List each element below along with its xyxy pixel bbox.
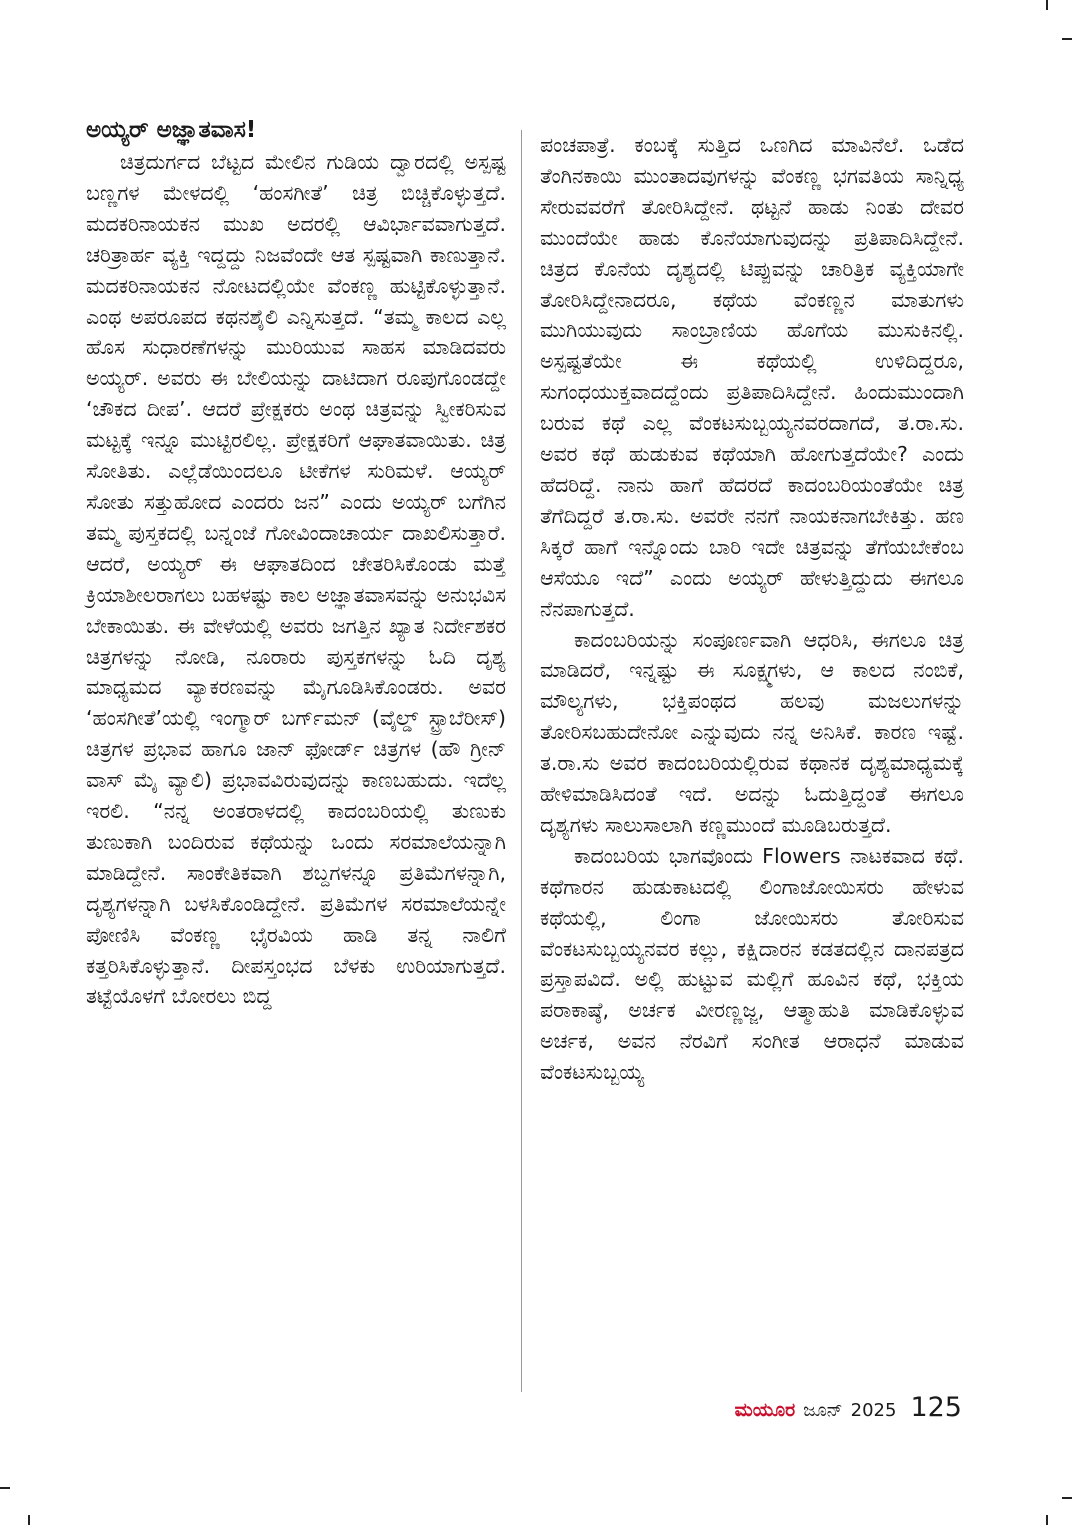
article-column-right: [540, 130, 964, 1088]
crop-mark-right-lower: [1062, 1497, 1072, 1499]
crop-mark-bottom-left: [28, 1515, 30, 1525]
article-heading: ಅಯ್ಯರ್ ಅಜ್ಞಾತವಾಸ!: [86, 117, 257, 143]
page-number: 125: [910, 1392, 962, 1423]
issue-year: 2025: [850, 1400, 897, 1421]
crop-mark-top-right: [1046, 0, 1048, 10]
page-footer: [735, 1392, 962, 1432]
crop-mark-left-lower: [0, 1487, 10, 1489]
column-divider: [521, 130, 522, 1392]
magazine-logo: ಮಯೂರ: [734, 1399, 796, 1421]
article-column-left: [86, 113, 506, 1012]
crop-mark-right-upper: [1062, 38, 1072, 40]
article-paragraph: ಪಂಚಪಾತ್ರೆ. ಕಂಬಕ್ಕೆ ಸುತ್ತಿದ ಒಣಗಿದ ಮಾವಿನೆಲೆ. ಒಡೆದ ತೆಂಗಿನಕಾಯಿ ಮುಂತಾದವುಗಳನ್ನು ವೆಂಕಣ್ಣ ಭಗವತಿಯ ಸಾನ್ನಿಧ್ಯ ಸೇರುವವರೆಗೆ ತೋರಿಸಿದ್ದೇನೆ. ಥಟ್ಟನೆ ಹಾಡು ನಿಂತು ದೇವರ ಮುಂದೆಯೇ ಹಾಡು ಕೊನೆಯಾಗುವುದನ್ನು ಪ್ರತಿಪಾದಿಸಿದ್ದೇನೆ. ಚಿತ್ರದ ಕೊನೆಯ ದೃಶ್ಯದಲ್ಲಿ ಟಿಪ್ಪುವನ್ನು ಚಾರಿತ್ರಿಕ ವ್ಯಕ್ತಿಯಾಗೇ ತೋರಿಸಿದ್ದೇನಾದರೂ, ಕಥೆಯ ವೆಂಕಣ್ಣನ ಮಾತುಗಳು ಮುಗಿಯುವುದು ಸಾಂಬ್ರಾಣಿಯ ಹೊಗೆಯ ಮುಸುಕಿನಲ್ಲಿ. ಅಸ್ಪಷ್ಟತೆಯೇ ಈ ಕಥೆಯಲ್ಲಿ ಉಳಿದಿದ್ದರೂ, ಸುಗಂಧಯುಕ್ತವಾದದ್ದೆಂದು ಪ್ರತಿಪಾದಿಸಿದ್ದೇನೆ. ಹಿಂದುಮುಂದಾಗಿ ಬರುವ ಕಥೆ ಎಲ್ಲ ವೆಂಕಟಸುಬ್ಬಯ್ಯನವರದಾಗದೆ, ತ.ರಾ.ಸು. ಅವರ ಕಥೆ ಹುಡುಕುವ ಕಥೆಯಾಗಿ ಹೋಗುತ್ತದೆಯೇ? ಎಂದು ಹೆದರಿದ್ದೆ. ನಾನು ಹಾಗೆ ಹೆದರದೆ ಕಾದಂಬರಿಯಂತೆಯೇ ಚಿತ್ರ ತೆಗೆದಿದ್ದರೆ ತ.ರಾ.ಸು. ಅವರೇ ನನಗೆ ನಾಯಕನಾಗಬೇಕಿತ್ತು. ಹಣ ಸಿಕ್ಕರೆ ಹಾಗೆ ಇನ್ನೊಂದು ಬಾರಿ ಇದೇ ಚಿತ್ರವನ್ನು ತೆಗೆಯಬೇಕೆಂಬ ಆಸೆಯೂ ಇದೆ” ಎಂದು ಅಯ್ಯರ್ ಹೇಳುತ್ತಿದ್ದುದು ಈಗಲೂ ನೆನಪಾಗುತ್ತದೆ.: [540, 133, 964, 621]
issue-month: ಜೂನ್: [803, 1400, 843, 1421]
article-paragraph: ಕಾದಂಬರಿಯನ್ನು ಸಂಪೂರ್ಣವಾಗಿ ಆಧರಿಸಿ, ಈಗಲೂ ಚಿತ್ರ ಮಾಡಿದರೆ, ಇನ್ನಷ್ಟು ಈ ಸೂಕ್ಷ್ಮಗಳು, ಆ ಕಾಲದ ನಂಬಿಕೆ, ಮೌಲ್ಯಗಳು, ಭಕ್ತಿಪಂಥದ ಹಲವು ಮಜಲುಗಳನ್ನು ತೋರಿಸಬಹುದೇನೋ ಎನ್ನುವುದು ನನ್ನ ಅನಿಸಿಕೆ. ಕಾರಣ ಇಷ್ಟೆ. ತ.ರಾ.ಸು ಅವರ ಕಾದಂಬರಿಯಲ್ಲಿರುವ ಕಥಾನಕ ದೃಶ್ಯಮಾಧ್ಯಮಕ್ಕೆ ಹೇಳಿಮಾಡಿಸಿದಂತೆ ಇದೆ. ಅದನ್ನು ಓದುತ್ತಿದ್ದಂತೆ ಈಗಲೂ ದೃಶ್ಯಗಳು ಸಾಲುಸಾಲಾಗಿ ಕಣ್ಣಮುಂದೆ ಮೂಡಿಬರುತ್ತದೆ.: [540, 627, 964, 837]
crop-mark-bottom-right: [1046, 1515, 1048, 1525]
article-paragraph: ಚಿತ್ರದುರ್ಗದ ಬೆಟ್ಟದ ಮೇಲಿನ ಗುಡಿಯ ದ್ವಾರದಲ್ಲಿ ಅಸ್ಪಷ್ಟ ಬಣ್ಣಗಳ ಮೇಳದಲ್ಲಿ ‘ಹಂಸಗೀತೆ’ ಚಿತ್ರ ಬಿಚ್ಚಿಕೊಳ್ಳುತ್ತದೆ. ಮದಕರಿನಾಯಕನ ಮುಖ ಅದರಲ್ಲಿ ಆವಿರ್ಭಾವವಾಗುತ್ತದೆ. ಚರಿತ್ರಾರ್ಹ ವ್ಯಕ್ತಿ ಇದ್ದದ್ದು ನಿಜವೆಂದೇ ಆತ ಸ್ಪಷ್ಟವಾಗಿ ಕಾಣುತ್ತಾನೆ. ಮದಕರಿನಾಯಕನ ನೋಟದಲ್ಲಿಯೇ ವೆಂಕಣ್ಣ ಹುಟ್ಟಿಕೊಳ್ಳುತ್ತಾನೆ. ಎಂಥ ಅಪರೂಪದ ಕಥನಶೈಲಿ ಎನ್ನಿಸುತ್ತದೆ. “ತಮ್ಮ ಕಾಲದ ಎಲ್ಲ ಹೊಸ ಸುಧಾರಣೆಗಳನ್ನು ಮುರಿಯುವ ಸಾಹಸ ಮಾಡಿದವರು ಅಯ್ಯರ್. ಅವರು ಈ ಬೇಲಿಯನ್ನು ದಾಟಿದಾಗ ರೂಪುಗೊಂಡದ್ದೇ ‘ಚೌಕದ ದೀಪ’. ಆದರೆ ಪ್ರೇಕ್ಷಕರು ಅಂಥ ಚಿತ್ರವನ್ನು ಸ್ವೀಕರಿಸುವ ಮಟ್ಟಕ್ಕೆ ಇನ್ನೂ ಮುಟ್ಟಿರಲಿಲ್ಲ. ಪ್ರೇಕ್ಷಕರಿಗೆ ಆಘಾತವಾಯಿತು. ಚಿತ್ರ ಸೋತಿತು. ಎಲ್ಲೆಡೆಯಿಂದಲೂ ಟೀಕೆಗಳ ಸುರಿಮಳೆ. ಆಯ್ಯರ್ ಸೋತು ಸತ್ತುಹೋದ ಎಂದರು ಜನ” ಎಂದು ಅಯ್ಯರ್ ಬಗೆಗಿನ ತಮ್ಮ ಪುಸ್ತಕದಲ್ಲಿ ಬನ್ನಂಜೆ ಗೋವಿಂದಾಚಾರ್ಯ ದಾಖಲಿಸುತ್ತಾರೆ. ಆದರೆ, ಅಯ್ಯರ್ ಈ ಆಘಾತದಿಂದ ಚೇತರಿಸಿಕೊಂಡು ಮತ್ತೆ ಕ್ರಿಯಾಶೀಲರಾಗಲು ಬಹಳಷ್ಟು ಕಾಲ ಅಜ್ಞಾತವಾಸವನ್ನು ಅನುಭವಿಸ ಬೇಕಾಯಿತು. ಈ ವೇಳೆಯಲ್ಲಿ ಅವರು ಜಗತ್ತಿನ ಖ್ಯಾತ ನಿರ್ದೇಶಕರ ಚಿತ್ರಗಳನ್ನು ನೋಡಿ, ನೂರಾರು ಪುಸ್ತಕಗಳನ್ನು ಓದಿ ದೃಶ್ಯ ಮಾಧ್ಯಮದ ವ್ಯಾಕರಣವನ್ನು ಮೈಗೂಡಿಸಿಕೊಂಡರು. ಅವರ ‘ಹಂಸಗೀತೆ’ಯಲ್ಲಿ ಇಂಗ್ಮಾರ್ ಬರ್ಗ್‌ಮನ್ (ವೈಲ್ಡ್ ಸ್ಟ್ರಾಬೆರೀಸ್) ಚಿತ್ರಗಳ ಪ್ರಭಾವ ಹಾಗೂ ಜಾನ್ ಫೋರ್ಡ್ ಚಿತ್ರಗಳ (ಹೌ ಗ್ರೀನ್ ವಾಸ್ ಮೈ ವ್ಯಾಲಿ) ಪ್ರಭಾವವಿರುವುದನ್ನು ಕಾಣಬಹುದು. ಇದೆಲ್ಲ ಇರಲಿ. “ನನ್ನ ಅಂತರಾಳದಲ್ಲಿ ಕಾದಂಬರಿಯಲ್ಲಿ ತುಣುಕು ತುಣುಕಾಗಿ ಬಂದಿರುವ ಕಥೆಯನ್ನು ಒಂದು ಸರಮಾಲೆಯನ್ನಾಗಿ ಮಾಡಿದ್ದೇನೆ. ಸಾಂಕೇತಿಕವಾಗಿ ಶಬ್ದಗಳನ್ನೂ ಪ್ರತಿಮೆಗಳನ್ನಾಗಿ, ದೃಶ್ಯಗಳನ್ನಾಗಿ ಬಳಸಿಕೊಂಡಿದ್ದೇನೆ. ಪ್ರತಿಮೆಗಳ ಸರಮಾಲೆಯನ್ನೇ ಪೋಣಿಸಿ ವೆಂಕಣ್ಣ ಭೈರವಿಯ ಹಾಡಿ ತನ್ನ ನಾಲಿಗೆ ಕತ್ತರಿಸಿಕೊಳ್ಳುತ್ತಾನೆ. ದೀಪಸ್ತಂಭದ ಬೆಳಕು ಉರಿಯಾಗುತ್ತದೆ. ತಟ್ಟೆಯೊಳಗೆ ಬೋರಲು ಬಿದ್ದ: [86, 150, 506, 1009]
article-paragraph: ಕಾದಂಬರಿಯ ಭಾಗವೊಂದು Flowers ನಾಟಕವಾದ ಕಥೆ. ಕಥೆಗಾರನ ಹುಡುಕಾಟದಲ್ಲಿ ಲಿಂಗಾಜೋಯಿಸರು ಹೇಳುವ ಕಥೆಯಲ್ಲಿ, ಲಿಂಗಾ ಜೋಯಿಸರು ತೋರಿಸುವ ವೆಂಕಟಸುಬ್ಬಯ್ಯನವರ ಕಲ್ಲು, ಕಕ್ಷಿದಾರನ ಕಡತದಲ್ಲಿನ ದಾನಪತ್ರದ ಪ್ರಸ್ತಾಪವಿದೆ. ಅಲ್ಲಿ ಹುಟ್ಟುವ ಮಲ್ಲಿಗೆ ಹೂವಿನ ಕಥೆ, ಭಕ್ತಿಯ ಪರಾಕಾಷ್ಠೆ, ಅರ್ಚಕ ವೀರಣ್ಣಜ್ಜ, ಆತ್ಮಾಹುತಿ ಮಾಡಿಕೊಳ್ಳುವ ಅರ್ಚಕ, ಅವನ ನೆರವಿಗೆ ಸಂಗೀತ ಆರಾಧನೆ ಮಾಡುವ ವೆಂಕಟಸುಬ್ಬಯ್ಯ: [540, 843, 964, 1085]
